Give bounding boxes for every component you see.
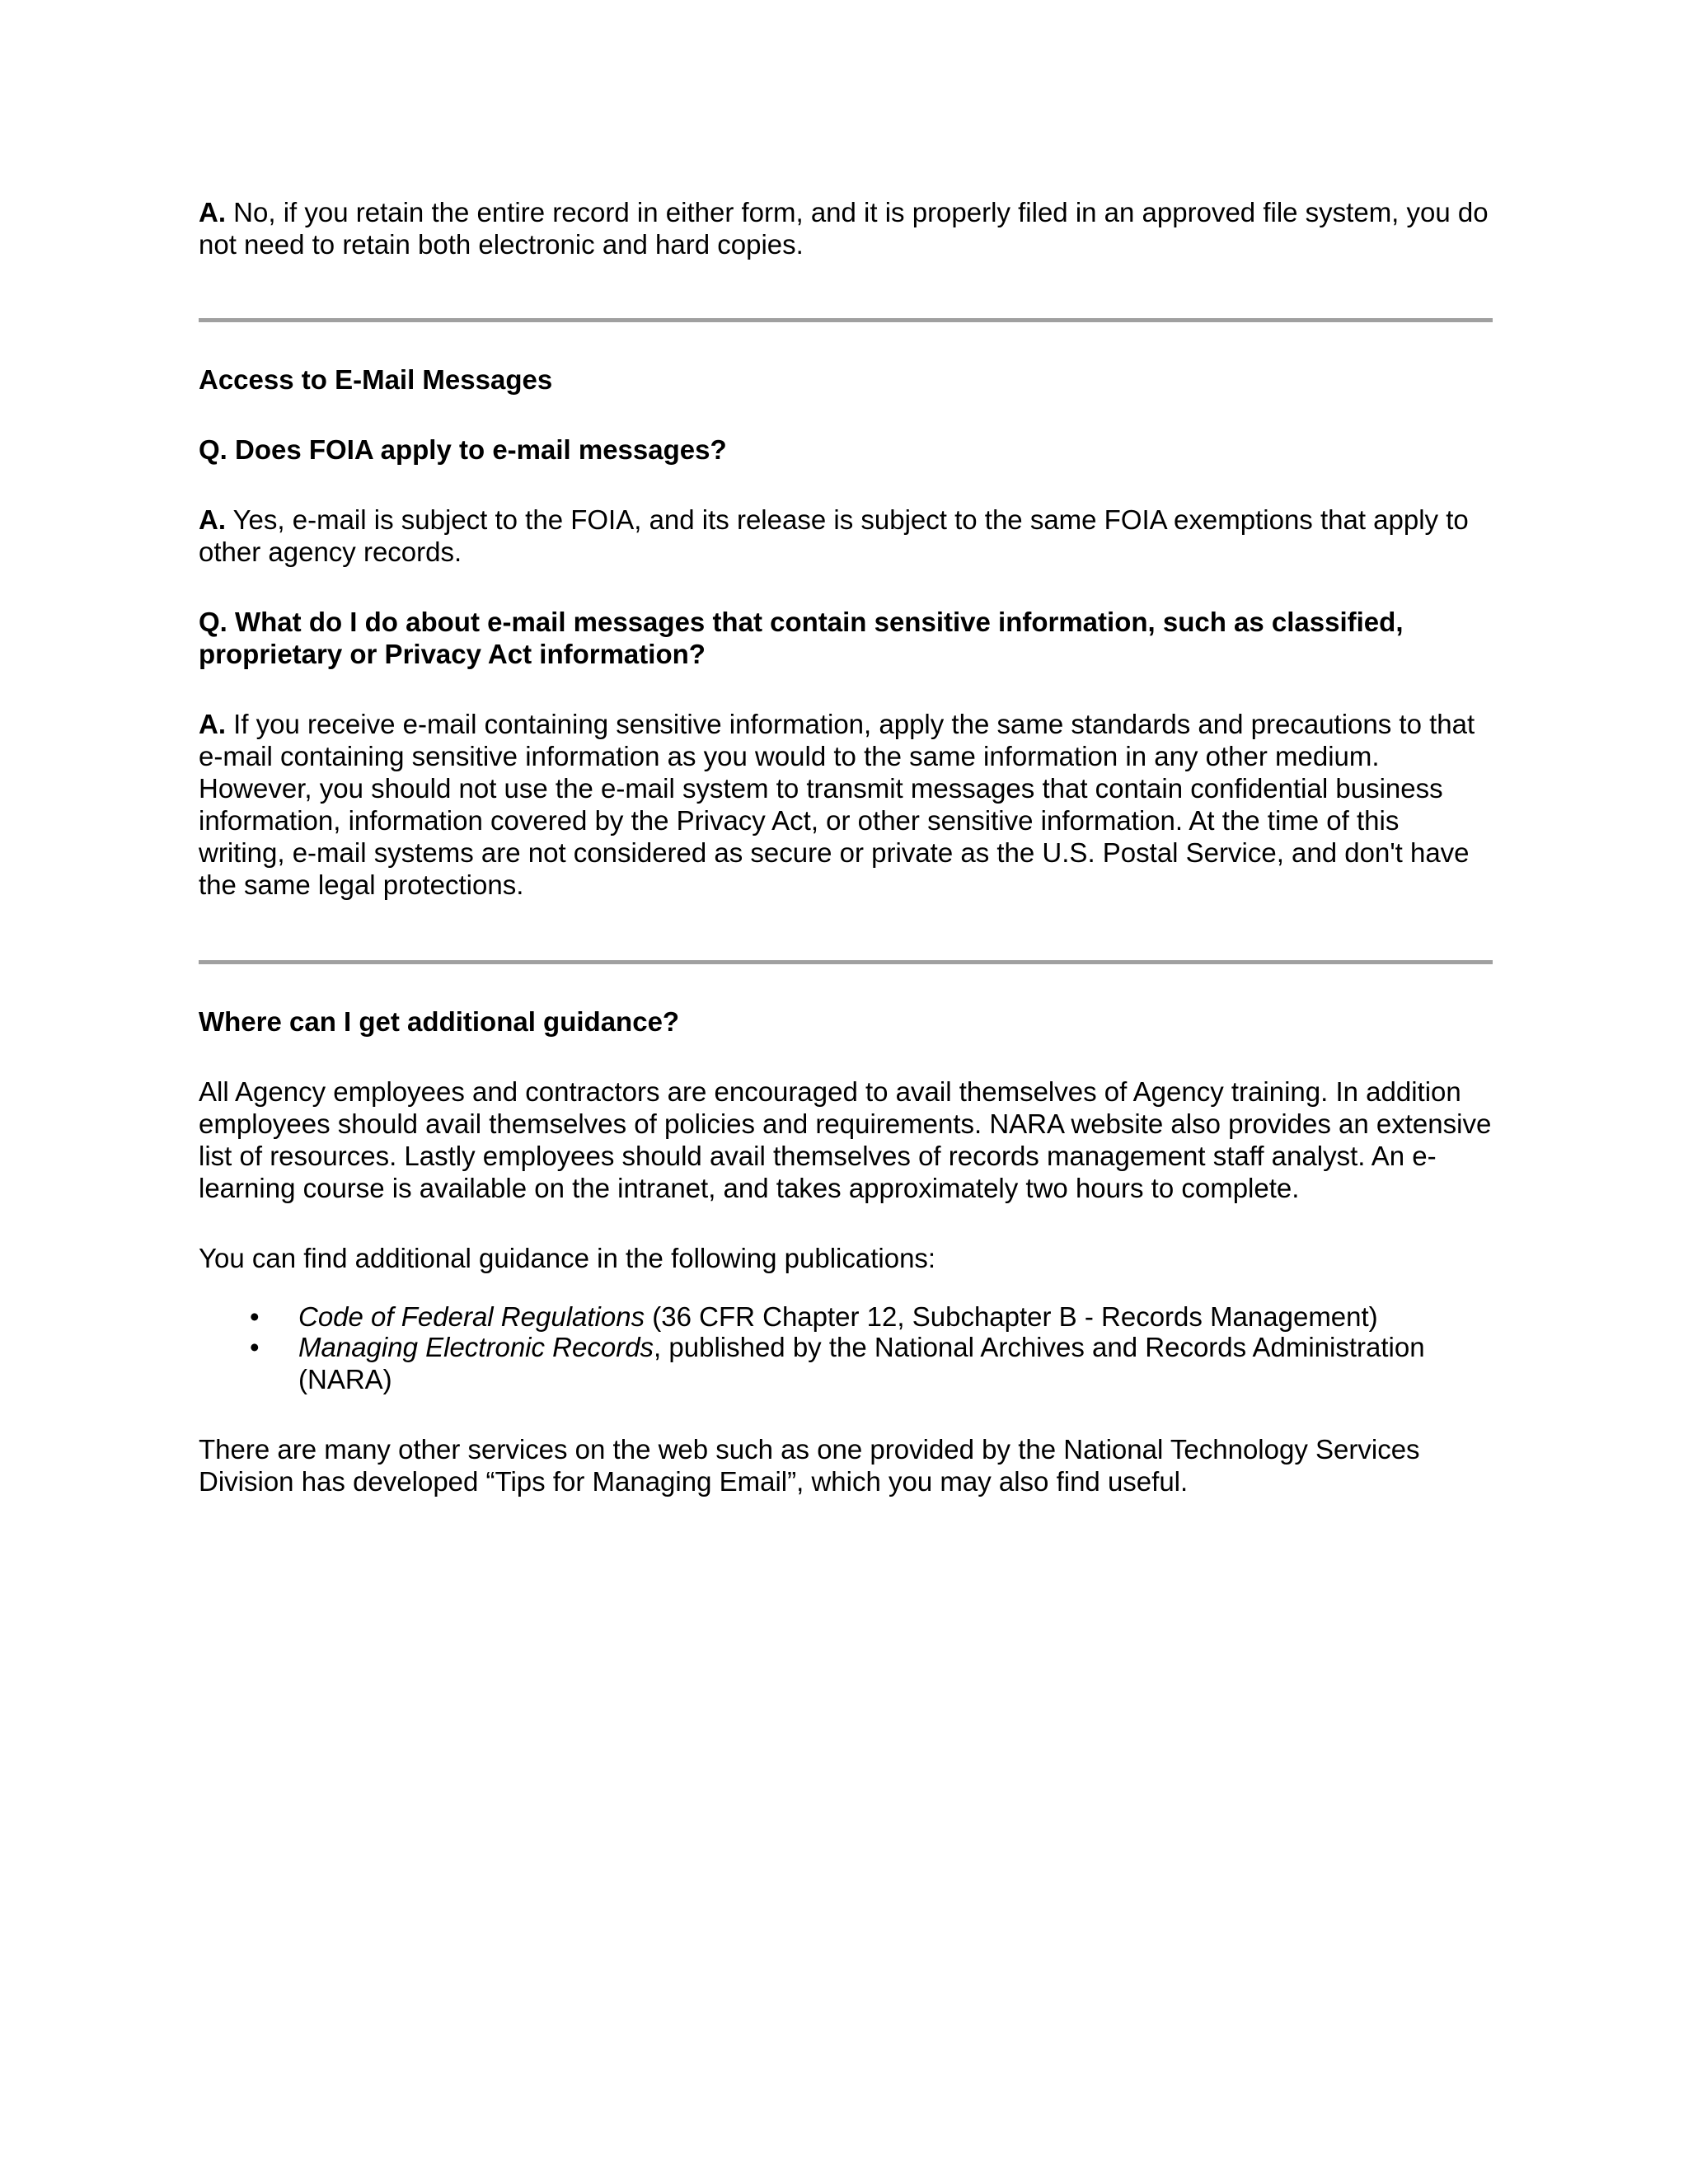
publication-detail: (36 CFR Chapter 12, Subchapter B - Records Management) (645, 1301, 1378, 1332)
answer-prefix: A. (199, 709, 226, 739)
answer-foia (199, 504, 1493, 568)
publication-title: Code of Federal Regulations (298, 1301, 645, 1332)
list-item (199, 1301, 1493, 1333)
answer-prefix: A. (199, 504, 226, 535)
question-sensitive-info: Q. What do I do about e-mail messages that contain sensitive information, such as classified, proprietary or Privacy Act information? (199, 607, 1404, 669)
document-page (199, 196, 1493, 1497)
bullet-icon: • (250, 1301, 260, 1332)
answer-text: No, if you retain the entire record in either form, and it is properly filed in an approved file system, you do not need to retain both electronic and hard copies. (199, 197, 1489, 260)
answer-text: Yes, e-mail is subject to the FOIA, and its release is subject to the same FOIA exemptions that apply to other agency records. (199, 504, 1469, 567)
question-foia: Q. Does FOIA apply to e-mail messages? (199, 434, 727, 465)
answer-text: If you receive e-mail containing sensitive information, apply the same standards and precautions to that e-mail containing sensitive information as you would to the same information in any other medium. However, you should not use the e-mail system to transmit messages that contain confidential business information, information covered by the Privacy Act, or other sensitive information. At the time of this writing, e-mail systems are not considered as secure or private as the U.S. Postal Service, and don't have the same legal protections. (199, 709, 1475, 900)
publication-title: Managing Electronic Records (298, 1332, 654, 1362)
publications-intro: You can find additional guidance in the following publications: (199, 1243, 936, 1273)
guidance-paragraph: All Agency employees and contractors are encouraged to avail themselves of Agency training. In addition employees should avail themselves of policies and requirements. NARA website also provides an extensive list of resources. Lastly employees should avail themselves of records management staff analyst. An e-learning course is available on the intranet, and takes approximately two hours to complete. (199, 1076, 1492, 1203)
section-heading-email-access: Access to E-Mail Messages (199, 364, 553, 395)
answer-prefix: A. (199, 197, 226, 227)
list-item (199, 1331, 1493, 1395)
publication-detail: , published by the National Archives and Records Administration (NARA) (298, 1332, 1425, 1394)
section-heading-guidance: Where can I get additional guidance? (199, 1006, 680, 1037)
publications-list (199, 1301, 1493, 1395)
bullet-icon: • (250, 1332, 260, 1362)
answer-retain-copies (199, 196, 1493, 260)
other-services-paragraph: There are many other services on the web such as one provided by the National Technology Services Division has developed “Tips for Managing Email”, which you may also find useful. (199, 1434, 1420, 1497)
answer-sensitive-info (199, 708, 1493, 901)
